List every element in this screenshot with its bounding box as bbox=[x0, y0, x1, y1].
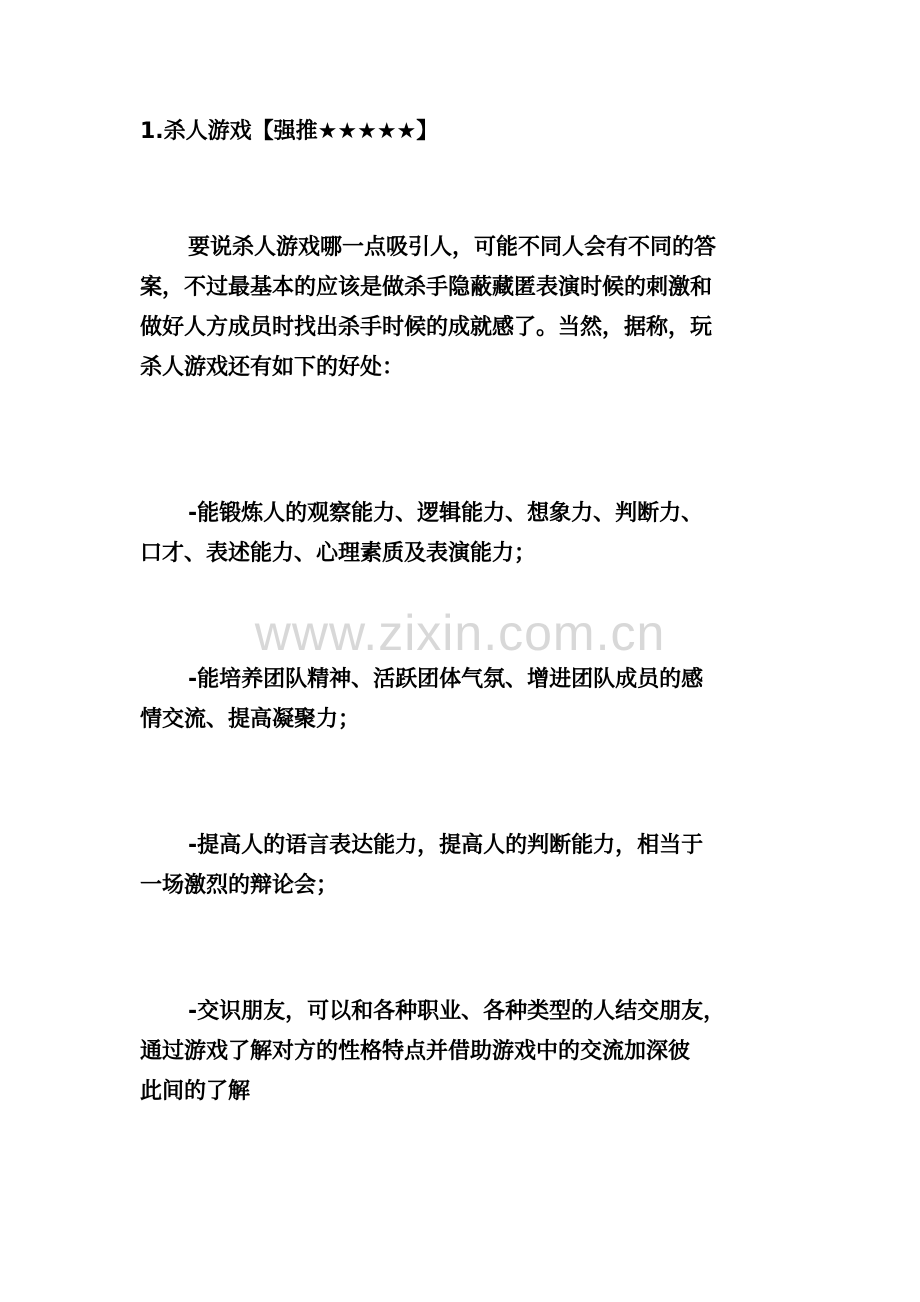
paragraph-line: -提高人的语言表达能力，提高人的判断能力，相当于 bbox=[188, 833, 704, 858]
paragraph-benefit-1 bbox=[140, 494, 780, 574]
paragraph-line: 杀人游戏还有如下的好处： bbox=[140, 355, 405, 380]
paragraph-line: 情交流、提高凝聚力； bbox=[140, 707, 361, 732]
paragraph-line: 口才、表述能力、心理素质及表演能力； bbox=[140, 541, 537, 566]
document-heading: 1.杀人游戏【强推★★★★★】 bbox=[140, 119, 439, 144]
paragraph-benefit-2 bbox=[140, 660, 780, 740]
paragraph-benefit-4 bbox=[140, 992, 780, 1112]
paragraph-line: -能培养团队精神、活跃团体气氛、增进团队成员的感 bbox=[188, 667, 704, 692]
watermark-text: www.zixin.com.cn bbox=[254, 605, 666, 661]
paragraph-intro bbox=[140, 228, 780, 388]
paragraph-line: -交识朋友，可以和各种职业、各种类型的人结交朋友， bbox=[188, 999, 726, 1024]
paragraph-line: -能锻炼人的观察能力、逻辑能力、想象力、判断力、 bbox=[188, 501, 704, 526]
paragraph-line: 通过游戏了解对方的性格特点并借助游戏中的交流加深彼 bbox=[140, 1039, 691, 1064]
paragraph-benefit-3 bbox=[140, 826, 780, 906]
paragraph-line: 案，不过最基本的应该是做杀手隐蔽藏匿表演时候的刺激和 bbox=[140, 275, 713, 300]
paragraph-line: 此间的了解 bbox=[140, 1079, 251, 1104]
paragraph-line: 要说杀人游戏哪一点吸引人，可能不同人会有不同的答 bbox=[188, 235, 717, 260]
paragraph-line: 一场激烈的辩论会； bbox=[140, 873, 339, 898]
paragraph-line: 做好人方成员时找出杀手时候的成就感了。当然，据称，玩 bbox=[140, 315, 713, 340]
